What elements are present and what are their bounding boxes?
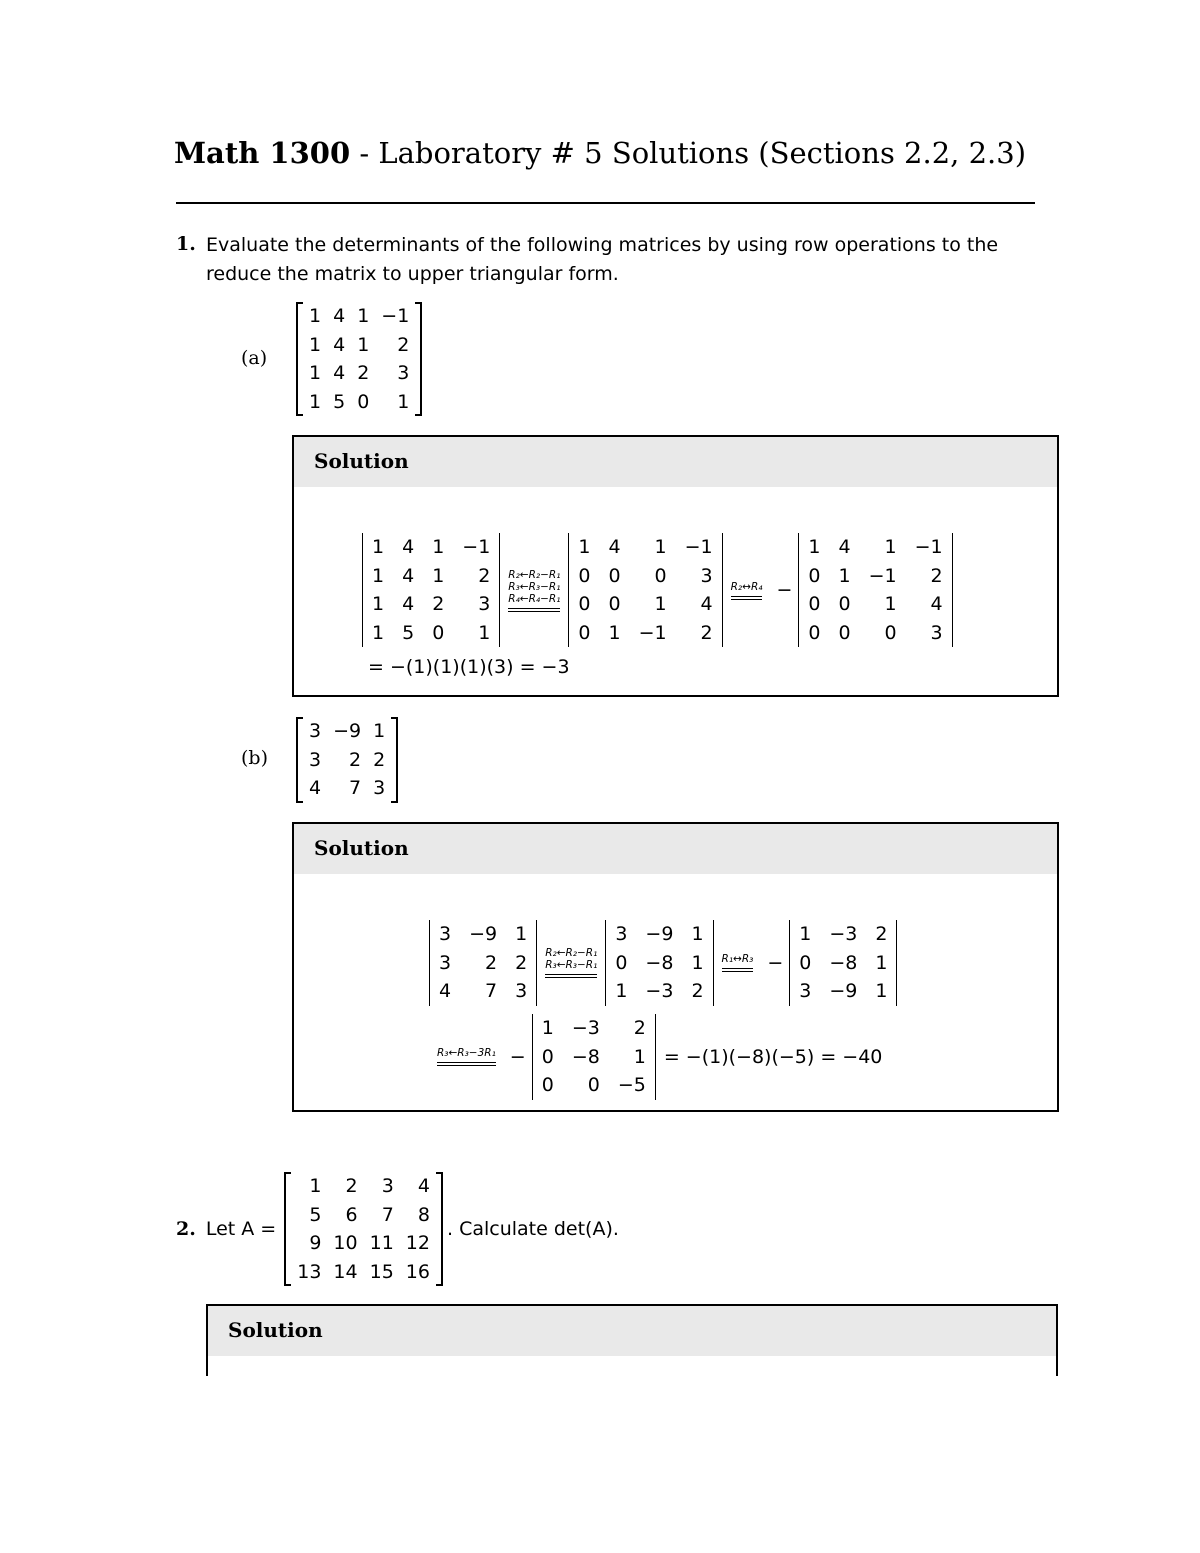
row-operation: R₂←R₂−R₁	[545, 947, 598, 960]
matrix-entry: 2	[478, 564, 491, 587]
matrix-entry: 3	[930, 621, 943, 644]
matrix-entry: 1	[432, 536, 445, 558]
matrix-entries	[363, 533, 499, 647]
matrix-entry: 1	[309, 305, 322, 327]
matrix-entry: 3	[799, 980, 812, 1002]
matrix-entry: 1	[884, 593, 897, 615]
matrix-entry: −9	[333, 720, 362, 742]
row-operation: R₂←R₂−R₁	[508, 568, 561, 581]
matrix-entry: 4	[439, 980, 452, 1002]
matrix-entry: 2	[345, 1175, 358, 1197]
matrix-bracket	[284, 1172, 291, 1286]
matrix-entry: 2	[633, 1017, 646, 1039]
matrix-entry: −9	[645, 923, 674, 945]
matrix-entry: −1	[868, 564, 897, 587]
page-title: Math 1300 - Laboratory # 5 Solutions (Sections 2.2, 2.3)	[173, 136, 1027, 170]
row-operation: R₃←R₃−R₁	[545, 959, 598, 972]
matrix-entry: 3	[439, 923, 452, 945]
matrix-entries	[291, 1172, 436, 1286]
matrix-bracket	[296, 302, 303, 416]
matrix-entry: 1	[357, 305, 370, 327]
matrix-entry: −5	[617, 1074, 646, 1096]
matrix-entry: 11	[369, 1232, 394, 1254]
matrix-entry: −8	[571, 1045, 600, 1068]
determinant-bar	[536, 920, 537, 1006]
matrix	[296, 717, 398, 803]
matrix-entry: −3	[829, 923, 858, 945]
matrix-entry: 1	[397, 390, 410, 413]
matrix-entry: 4	[309, 777, 322, 799]
matrix	[296, 302, 422, 416]
matrix-entry: 10	[333, 1232, 358, 1254]
row-operation: R₄←R₄−R₁	[508, 592, 561, 605]
matrix-entry: 2	[485, 951, 498, 974]
matrix-entry: 7	[349, 777, 362, 799]
matrix-entry: 4	[838, 536, 851, 558]
matrix-entry: 1	[799, 923, 812, 945]
matrix-entry: 4	[700, 593, 713, 615]
minus-sign: −	[776, 579, 793, 601]
matrix-entries	[533, 1014, 655, 1100]
matrix-entry: 1	[615, 980, 628, 1002]
matrix-entry: 1	[691, 951, 704, 974]
determinant	[532, 1014, 656, 1100]
equivalence-arrow	[731, 596, 763, 600]
matrix-entry: 2	[373, 748, 386, 771]
matrix-entry: 1	[309, 362, 322, 384]
solution-a-steps	[362, 533, 953, 647]
matrix-entry: 0	[838, 593, 851, 615]
matrix-entry: −1	[684, 536, 713, 558]
matrix-entry: 7	[485, 980, 498, 1002]
determinant	[789, 920, 897, 1006]
matrix-entry: 3	[515, 980, 528, 1002]
matrix-entry: 0	[608, 564, 621, 587]
matrix-entry: −1	[381, 305, 410, 327]
determinant-bar	[655, 1014, 656, 1100]
matrix-entry: 12	[405, 1232, 430, 1254]
determinant-bar	[722, 533, 723, 647]
matrix-entry: 3	[478, 593, 491, 615]
matrix-entry: 1	[578, 536, 591, 558]
matrix-entry: 3	[397, 362, 410, 384]
matrix-entry: 0	[541, 1045, 554, 1068]
solution-b-result: = −(1)(−8)(−5) = −40	[663, 1045, 883, 1068]
matrix-entry: 0	[357, 390, 370, 413]
matrix-entry: 4	[608, 536, 621, 558]
matrix-entry: 7	[381, 1203, 394, 1226]
matrix-entry: 4	[417, 1175, 430, 1197]
row-operation: R₃←R₃−R₁	[508, 580, 561, 593]
matrix-entry: 1	[515, 923, 528, 945]
problem-2-matrix	[284, 1172, 443, 1286]
matrix-entry: 1	[309, 1175, 322, 1197]
matrix-entry: 0	[587, 1074, 600, 1096]
part-b-matrix	[296, 717, 398, 803]
part-a-label: (a)	[241, 347, 268, 369]
matrix-entry: 16	[405, 1260, 430, 1283]
matrix-entry: −3	[571, 1017, 600, 1039]
equivalence-arrow	[722, 968, 754, 972]
solution-b-steps-1	[429, 920, 897, 1006]
matrix-entry: 15	[369, 1260, 394, 1283]
matrix-entry: 4	[402, 536, 415, 558]
matrix-entries	[799, 533, 951, 647]
matrix-entry: 5	[333, 390, 346, 413]
matrix-bracket	[296, 717, 303, 803]
matrix-entry: 1	[875, 980, 888, 1002]
matrix-entry: 1	[372, 593, 385, 615]
matrix-entry: 2	[875, 923, 888, 945]
determinant	[798, 533, 952, 647]
determinant	[362, 533, 500, 647]
matrix-entries	[606, 920, 712, 1006]
matrix-entry: 0	[578, 593, 591, 615]
solution-a-result: = −(1)(1)(1)(3) = −3	[368, 656, 570, 678]
solution-a-box	[292, 435, 1059, 697]
matrix-entry: −8	[645, 951, 674, 974]
matrix-entry: 0	[432, 621, 445, 644]
solution-b-heading: Solution	[294, 824, 1057, 874]
row-operation: R₃←R₃−3R₁	[437, 1047, 496, 1060]
matrix-entry: 3	[309, 720, 322, 742]
solution-a-heading: Solution	[294, 437, 1057, 487]
matrix-entry: 14	[333, 1260, 358, 1283]
matrix-entry: 0	[541, 1074, 554, 1096]
matrix-entry: 0	[808, 564, 821, 587]
matrix-entry: −1	[462, 536, 491, 558]
part-a-matrix	[296, 302, 422, 416]
matrix-entry: −1	[638, 621, 667, 644]
matrix-entry: −9	[829, 980, 858, 1002]
row-operation: R₁↔R₃	[721, 953, 754, 966]
matrix-entry: 1	[608, 621, 621, 644]
matrix-entry: 4	[402, 564, 415, 587]
determinant	[568, 533, 722, 647]
matrix-bracket	[391, 717, 398, 803]
matrix-entry: 1	[541, 1017, 554, 1039]
matrix-entry: 0	[578, 621, 591, 644]
determinant-bar	[952, 533, 953, 647]
problem-2-number: 2.	[176, 1218, 196, 1240]
matrix-entry: −8	[829, 951, 858, 974]
problem-2-let: Let A =	[205, 1217, 277, 1240]
matrix-entry: 8	[417, 1203, 430, 1226]
matrix-entry: 4	[333, 362, 346, 384]
matrix-entry: 1	[654, 593, 667, 615]
row-op-b1	[545, 947, 597, 978]
matrix-entry: 6	[345, 1203, 358, 1226]
problem-2-task: . Calculate det(A).	[446, 1217, 619, 1240]
equivalence-arrow	[545, 974, 597, 978]
matrix-entry: 1	[884, 536, 897, 558]
matrix-entries	[569, 533, 721, 647]
matrix-entry: 0	[654, 564, 667, 587]
matrix-entry: 4	[333, 305, 346, 327]
matrix-bracket	[415, 302, 422, 416]
matrix-entry: 1	[478, 621, 491, 644]
matrix-entry: 2	[515, 951, 528, 974]
matrix-entry: 3	[700, 564, 713, 587]
determinant-bar	[713, 920, 714, 1006]
row-op-b3	[437, 1047, 496, 1066]
row-op-a2	[731, 581, 763, 600]
title-rule	[176, 202, 1035, 204]
row-op-a1	[508, 569, 560, 612]
matrix-entry: 0	[608, 593, 621, 615]
matrix-entries	[303, 717, 391, 803]
matrix-entry: 1	[654, 536, 667, 558]
equivalence-arrow	[508, 608, 560, 612]
matrix-entry: 0	[615, 951, 628, 974]
matrix-entry: 1	[373, 720, 386, 742]
matrix-entry: 3	[309, 748, 322, 771]
matrix-entry: 3	[373, 777, 386, 799]
matrix-entry: 1	[309, 390, 322, 413]
matrix-bracket	[436, 1172, 443, 1286]
problem-1-text: Evaluate the determinants of the following matrices by using row operations to the reduce the matrix to upper triangular form.	[206, 234, 999, 285]
matrix-entry: 1	[372, 536, 385, 558]
matrix-entry: 2	[432, 593, 445, 615]
matrix-entry: 1	[357, 333, 370, 356]
solution-2-heading: Solution	[208, 1306, 1056, 1356]
matrix-entries	[303, 302, 415, 416]
matrix-entry: 0	[808, 593, 821, 615]
matrix-entry: 1	[309, 333, 322, 356]
minus-sign: −	[509, 1045, 526, 1068]
equivalence-arrow	[437, 1062, 496, 1066]
matrix-entry: 0	[838, 621, 851, 644]
matrix-entry: −3	[645, 980, 674, 1002]
determinant-bar	[499, 533, 500, 647]
matrix-entry: 1	[838, 564, 851, 587]
matrix-entry: 2	[691, 980, 704, 1002]
matrix-entry: 1	[633, 1045, 646, 1068]
matrix-entry: 3	[615, 923, 628, 945]
matrix-entry: −1	[914, 536, 943, 558]
part-b-label: (b)	[241, 747, 268, 769]
matrix-entries	[430, 920, 536, 1006]
matrix-entry: −9	[469, 923, 498, 945]
matrix-entry: 5	[309, 1203, 322, 1226]
matrix-entry: 3	[439, 951, 452, 974]
matrix-entry: 2	[700, 621, 713, 644]
matrix-entry: 1	[372, 621, 385, 644]
matrix-entry: 4	[333, 333, 346, 356]
matrix-entry: 3	[381, 1175, 394, 1197]
matrix-entry: 2	[397, 333, 410, 356]
matrix-entry: 1	[875, 951, 888, 974]
minus-sign: −	[767, 951, 784, 974]
matrix-entry: 4	[402, 593, 415, 615]
matrix-entry: 1	[691, 923, 704, 945]
determinant	[429, 920, 537, 1006]
matrix-entry: 0	[578, 564, 591, 587]
matrix-entry: 9	[309, 1232, 322, 1254]
matrix-entry: 0	[799, 951, 812, 974]
matrix-entries	[790, 920, 896, 1006]
solution-2-box	[206, 1304, 1058, 1376]
determinant-bar	[896, 920, 897, 1006]
matrix-entry: 1	[432, 564, 445, 587]
solution-b-steps-2	[429, 1014, 882, 1100]
problem-1-number: 1.	[176, 233, 196, 255]
determinant	[605, 920, 713, 1006]
matrix-entry: 13	[297, 1260, 322, 1283]
matrix-entry: 4	[930, 593, 943, 615]
row-op-b2	[722, 953, 754, 972]
matrix-entry: 2	[930, 564, 943, 587]
matrix-entry: 5	[402, 621, 415, 644]
problem-2	[176, 1172, 619, 1286]
matrix-entry: 1	[808, 536, 821, 558]
matrix-entry: 0	[808, 621, 821, 644]
matrix-entry: 0	[884, 621, 897, 644]
matrix-entry: 2	[357, 362, 370, 384]
matrix-entry: 2	[349, 748, 362, 771]
row-operation: R₂↔R₄	[730, 580, 763, 593]
solution-b-box	[292, 822, 1059, 1112]
matrix-entry: 1	[372, 564, 385, 587]
